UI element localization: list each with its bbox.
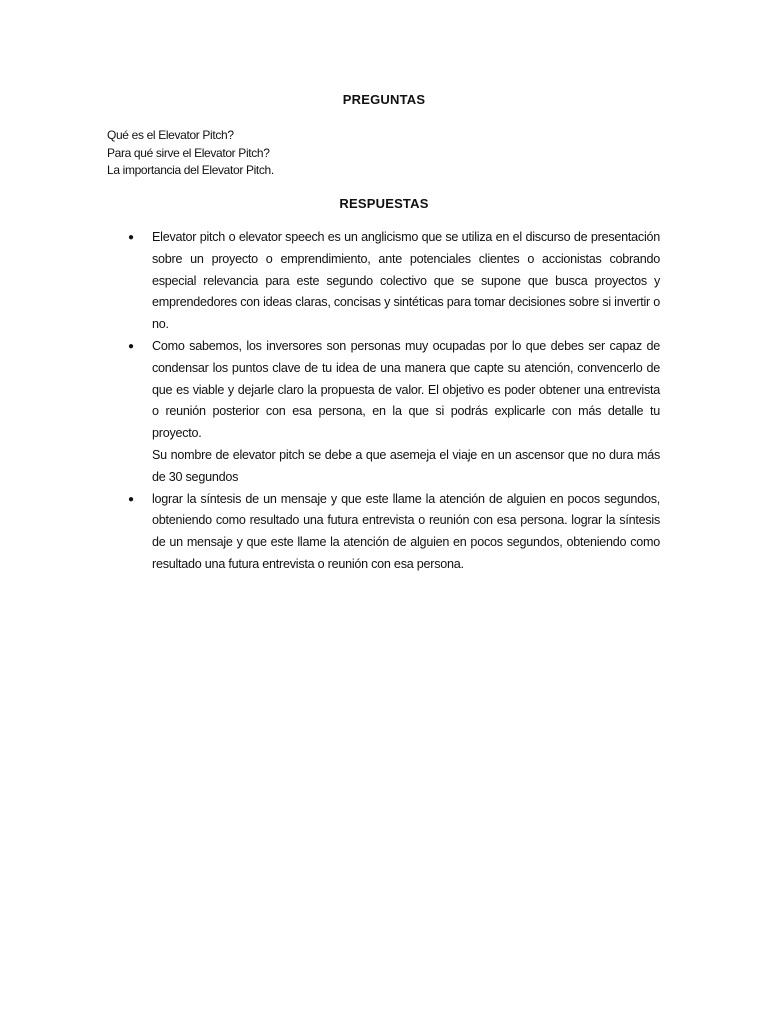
answer-text: lograr la síntesis de un mensaje y que este llame la atención de alguien en pocos segundos, obteniendo como resultado una futura entrevista o reunión con esa persona. lograr la síntesis de un mensaje y que este llame la atención de alguien en pocos segundos, obteniendo como resultado una futura entrevista o reunión con esa persona. [152, 491, 660, 571]
question-item: Para qué sirve el Elevator Pitch? [107, 145, 270, 160]
answer-text: Como sabemos, los inversores son personas muy ocupadas por lo que debes ser capaz de condensar los puntos clave de tu idea de una manera que capte su atención, convencerlo de que es viable y dejarle claro la propuesta de valor. El objetivo es poder obtener una entrevista o reunión posterior con esa persona, en la que si podrás explicarle con más detalle tu proyecto. [152, 338, 660, 441]
bullet-icon: ● [128, 232, 134, 243]
answer-text: Elevator pitch o elevator speech es un anglicismo que se utiliza en el discurso de presentación sobre un proyecto o emprendimiento, ante potenciales clientes o accionistas cobrando especial relevancia para este segundo colectivo que se supone que busca proyectos y emprendedores con ideas claras, concisas y sintéticas para tomar decisiones sobre si invertir o no. [152, 230, 660, 332]
answers-list [128, 227, 660, 576]
bullet-icon: ● [128, 340, 134, 352]
respuestas-heading: RESPUESTAS [339, 196, 429, 211]
preguntas-heading: PREGUNTAS [342, 92, 426, 107]
answer-item [128, 489, 660, 576]
question-item: Qué es el Elevator Pitch? [107, 128, 234, 142]
answer-extra-text: Su nombre de elevator pitch se debe a que asemeja el viaje en un ascensor que no dura más de 30 segundos [152, 447, 660, 484]
answer-item [128, 336, 660, 489]
answer-item [128, 227, 660, 336]
questions-list [107, 127, 274, 180]
question-item: La importancia del Elevator Pitch. [107, 163, 274, 177]
bullet-icon: ● [128, 493, 134, 505]
